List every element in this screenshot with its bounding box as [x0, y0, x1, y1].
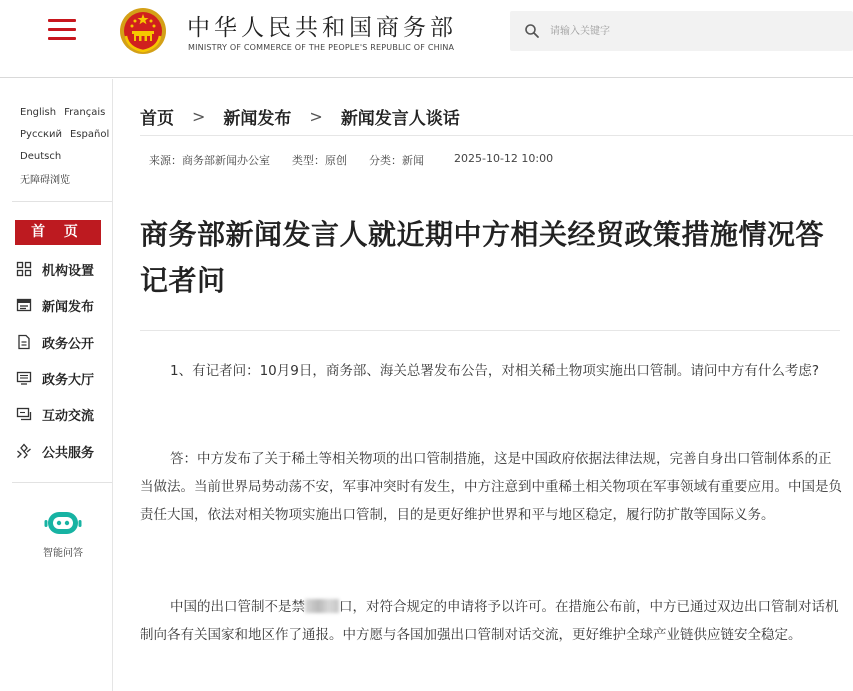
sidebar-item-public-affairs[interactable]: [16, 331, 94, 353]
sidebar-divider: [12, 201, 112, 202]
divider: [140, 135, 853, 136]
lang-english-link[interactable]: English: [20, 106, 57, 118]
chevron-right-icon: >: [192, 106, 206, 126]
sidebar-divider: [12, 482, 112, 483]
breadcrumb-current[interactable]: 新闻发言人谈话: [340, 108, 460, 129]
service-hall-icon: [16, 370, 32, 386]
search-icon[interactable]: [524, 23, 540, 39]
search-input[interactable]: [550, 21, 840, 41]
sidebar-item-label: 公共服务: [42, 445, 95, 461]
divider: [140, 330, 840, 331]
lang-spanish-link[interactable]: Español: [69, 128, 110, 140]
national-emblem-icon[interactable]: [118, 6, 168, 56]
search-box: [510, 11, 853, 51]
article-title: 商务部新闻发言人就近期中方相关经贸政策措施情况答记者问: [140, 218, 825, 297]
interaction-icon: [16, 406, 32, 422]
article-paragraph-1: 1、有记者问：10月9日，商务部、海关总署发布公告，对相关稀土物项实施出口管制。请问中方有什么考虑?: [170, 363, 820, 379]
site-title-cn[interactable]: 中华人民共和国商务部: [187, 15, 457, 41]
breadcrumb-home[interactable]: 首页: [140, 108, 174, 129]
sidebar-item-label: 新闻发布: [42, 299, 95, 315]
lang-german-link[interactable]: Deutsch: [20, 150, 62, 162]
smart-qa-button[interactable]: [20, 509, 106, 559]
meta-source: 来源：商务部新闻办公室: [149, 154, 270, 167]
sidebar-item-news[interactable]: [16, 294, 94, 316]
sidebar-item-interaction[interactable]: [16, 403, 94, 425]
meta-category: 分类：新闻: [369, 154, 424, 167]
sidebar-item-public-service[interactable]: [16, 440, 94, 462]
org-structure-icon: [16, 261, 32, 277]
accessibility-link[interactable]: 无障碍浏览: [20, 174, 70, 186]
public-service-icon: [16, 443, 32, 459]
sidebar-item-service-hall[interactable]: [16, 367, 94, 389]
lang-french-link[interactable]: Français: [64, 106, 106, 118]
article-paragraph-2: 答：中方发布了关于稀土等相关物项的出口管制措施，这是中国政府依据法律法规，完善自身出口管制体系的正当做法。当前世界局势动荡不安，军事冲突时有发生，中方注意到中重稀土相关物项在军事领域有重要应用。中国是负责任大国，依法对相关物项实施出口管制，目的是更好维护世界和平与地区稳定，履行防扩散等国际义务。: [140, 451, 842, 523]
language-links: [20, 101, 112, 189]
hamburger-menu-icon[interactable]: [48, 19, 76, 43]
left-sidebar: [0, 79, 113, 691]
blurred-text: [305, 599, 339, 613]
paragraph-text: 口，对符合规定的申请将予以许可。在措施公布前，中方已通过双边出口管制对话机制向各有关国家和地区作了通报。中方愿与各国加强出口管制对话交流，更好维护全球产业链供应链安全稳定。: [140, 599, 839, 643]
smart-qa-label: 智能问答: [43, 548, 83, 559]
sidebar-item-label: 政务公开: [42, 336, 95, 352]
breadcrumb: [140, 103, 460, 129]
site-header: [0, 0, 853, 78]
chevron-right-icon: >: [309, 106, 323, 126]
breadcrumb-section[interactable]: 新闻发布: [223, 108, 292, 129]
sidebar-home-button[interactable]: 首 页: [15, 220, 101, 245]
sidebar-item-label: 互动交流: [42, 408, 95, 424]
sidebar-item-label: 政务大厅: [42, 372, 95, 388]
article-meta: [149, 152, 577, 170]
document-icon: [16, 334, 32, 350]
meta-datetime: 2025-10-12 10:00: [454, 152, 554, 165]
site-title-en: MINISTRY OF COMMERCE OF THE PEOPLE'S REPUBLIC OF CHINA: [188, 43, 455, 52]
sidebar-item-label: 机构设置: [42, 263, 95, 279]
meta-type: 类型：原创: [292, 154, 347, 167]
chatbot-icon: [44, 509, 82, 537]
paragraph-text: 中国的出口管制不是禁: [170, 599, 305, 615]
news-release-icon: [16, 297, 32, 313]
article-paragraph-3: [140, 593, 844, 649]
lang-russian-link[interactable]: Русский: [20, 128, 62, 140]
sidebar-item-org[interactable]: [16, 258, 94, 280]
